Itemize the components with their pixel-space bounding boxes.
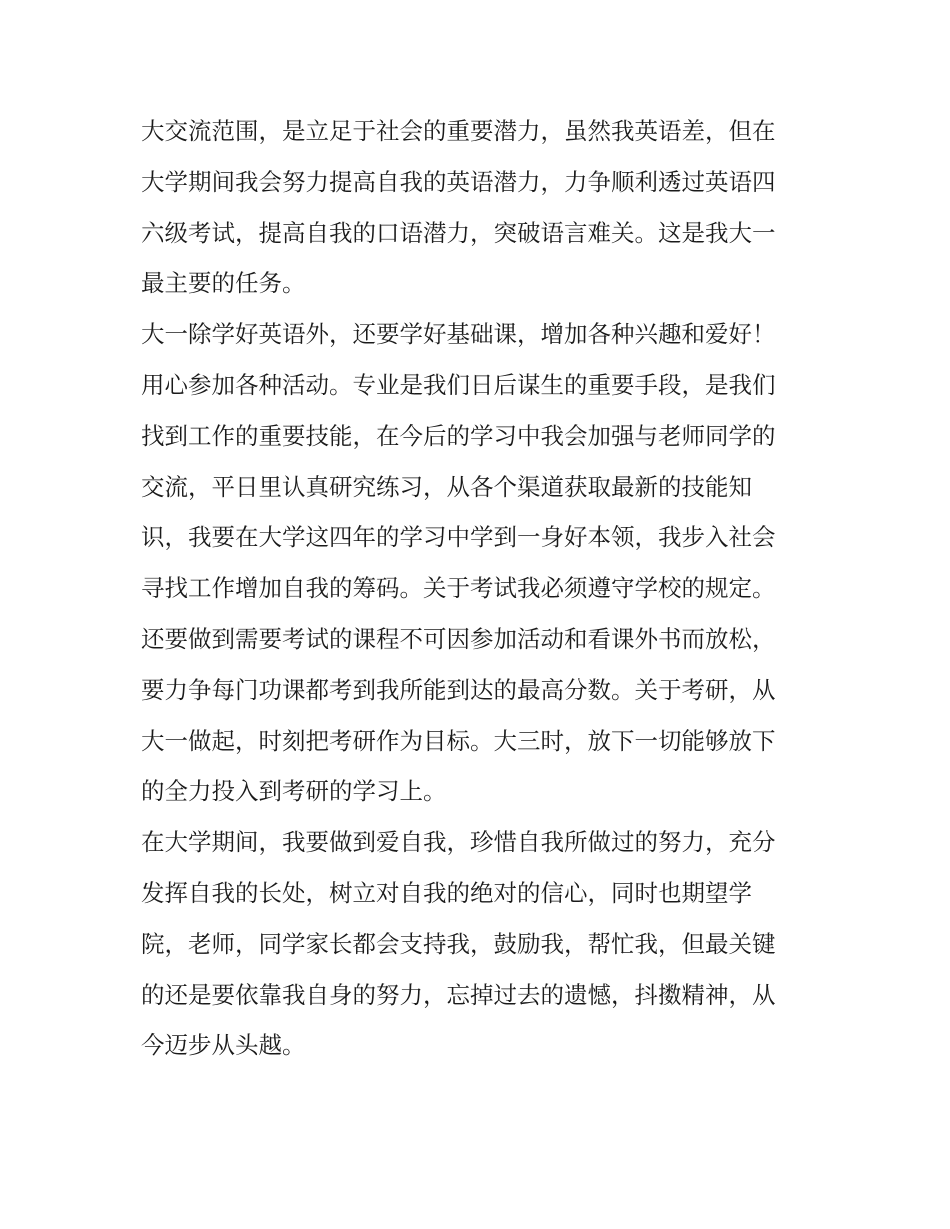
text-line: 用心参加各种活动。专业是我们日后谋生的重要手段，是我们 xyxy=(141,370,776,399)
text-line: 大一做起，时刻把考研作为目标。大三时，放下一切能够放下 xyxy=(141,726,776,755)
text-line: 要力争每门功课都考到我所能到达的最高分数。关于考研，从 xyxy=(141,675,776,704)
text-line: 交流，平日里认真研究练习，从各个渠道获取最新的技能知 xyxy=(141,472,752,501)
text-line: 大交流范围，是立足于社会的重要潜力，虽然我英语差，但在 xyxy=(141,117,776,145)
text-line: 的还是要依靠我自身的努力，忘掉过去的遗憾，抖擞精神，从 xyxy=(141,980,776,1009)
text-line: 院，老师，同学家长都会支持我，鼓励我，帮忙我，但最关键 xyxy=(141,929,776,958)
text-line: 最主要的任务。 xyxy=(141,269,306,298)
text-line: 今迈步从头越。 xyxy=(141,1031,306,1060)
text-line: 发挥自我的长处，树立对自我的绝对的信心，同时也期望学 xyxy=(141,878,752,907)
text-line: 的全力投入到考研的学习上。 xyxy=(141,777,447,806)
text-line: 还要做到需要考试的课程不可因参加活动和看课外书而放松， xyxy=(141,624,776,653)
text-line: 大学期间我会努力提高自我的英语潜力，力争顺利透过英语四 xyxy=(141,167,776,196)
text-line: 识，我要在大学这四年的学习中学到一身好本领，我步入社会 xyxy=(141,523,776,552)
text-line: 大一除学好英语外，还要学好基础课，增加各种兴趣和爱好！ xyxy=(141,320,776,349)
text-line: 找到工作的重要技能，在今后的学习中我会加强与老师同学的 xyxy=(141,421,776,450)
body-text xyxy=(141,106,821,1071)
text-line: 六级考试，提高自我的口语潜力，突破语言难关。这是我大一 xyxy=(141,218,776,247)
text-line: 寻找工作增加自我的筹码。关于考试我必须遵守学校的规定。 xyxy=(141,574,776,603)
text-line: 在大学期间，我要做到爱自我，珍惜自我所做过的努力，充分 xyxy=(141,828,776,857)
